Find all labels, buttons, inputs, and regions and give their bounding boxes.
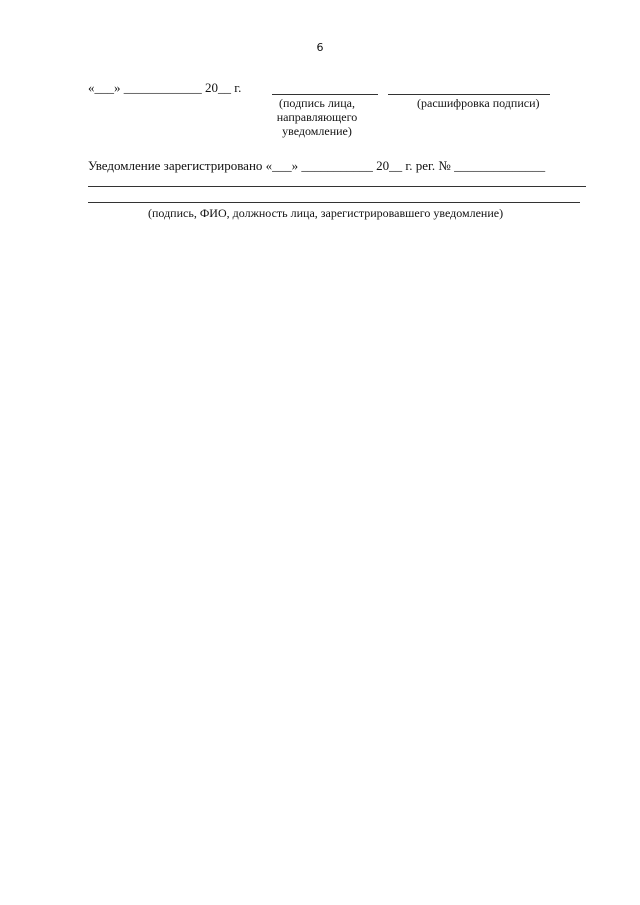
signature-caption bbox=[252, 96, 382, 138]
registration-bottom-caption: (подпись, ФИО, должность лица, зарегистрировавшего уведомление) bbox=[148, 206, 504, 220]
page-number: 6 bbox=[316, 41, 324, 54]
signature-caption-line-1: (подпись лица, bbox=[279, 96, 355, 110]
registration-blank-line-2 bbox=[88, 202, 580, 203]
signature-decode-line bbox=[388, 94, 550, 95]
registration-blank-line-1 bbox=[88, 186, 586, 187]
signature-caption-line-2: направляющего bbox=[276, 110, 358, 124]
signature-decode-caption: (расшифровка подписи) bbox=[417, 96, 540, 110]
signature-caption-line-3: уведомление) bbox=[282, 124, 352, 138]
registration-line: Уведомление зарегистрировано «___» ___________ 20__ г. рег. № ______________ bbox=[88, 158, 546, 173]
notification-date: «___» ____________ 20__ г. bbox=[88, 80, 242, 95]
signature-line bbox=[272, 94, 378, 95]
